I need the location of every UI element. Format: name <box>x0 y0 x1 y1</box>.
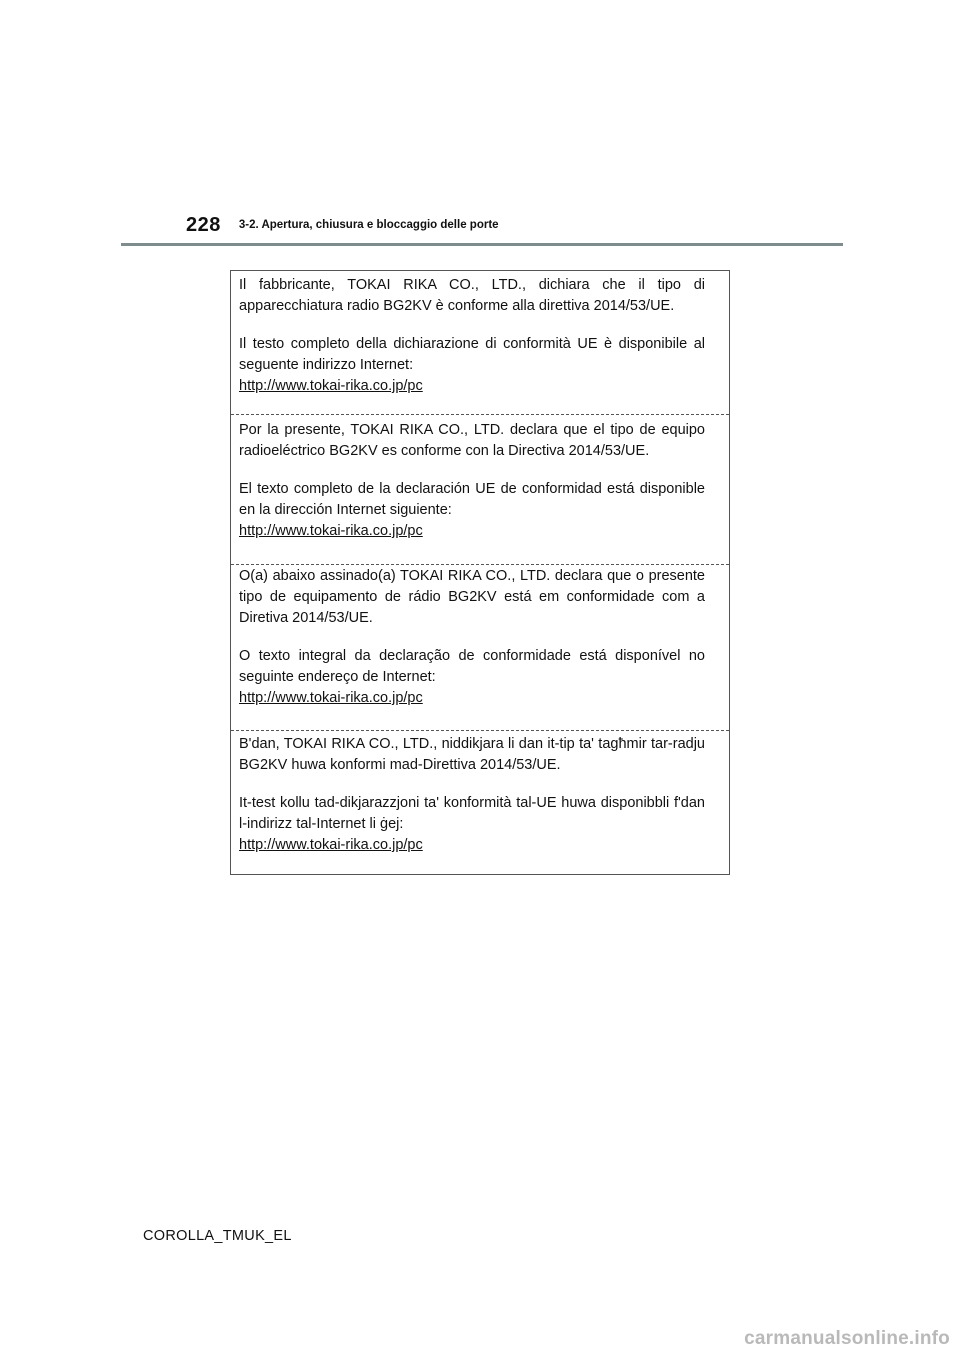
declaration-mt <box>231 734 729 856</box>
availability-text: Il testo completo della dichiarazione di conformità UE è disponibile al seguente indirizzo Internet: <box>239 336 705 373</box>
footer-code: COROLLA_TMUK_EL <box>143 1228 292 1244</box>
declaration-link[interactable]: http://www.tokai-rika.co.jp/pc <box>239 523 423 539</box>
declaration-es <box>231 420 729 542</box>
section-divider <box>231 730 729 731</box>
declaration-link[interactable]: http://www.tokai-rika.co.jp/pc <box>239 690 423 706</box>
declaration-text: Por la presente, TOKAI RIKA CO., LTD. declara que el tipo de equipo radioeléctrico BG2KV es conforme con la Directiva 2014/53/UE. <box>239 422 705 459</box>
header-rule <box>121 243 843 246</box>
section-title: 3-2. Apertura, chiusura e bloccaggio delle porte <box>238 219 499 231</box>
page-header <box>186 214 499 237</box>
availability-text: El texto completo de la declaración UE de conformidad está disponible en la dirección Internet siguiente: <box>239 481 705 518</box>
declaration-it <box>231 275 729 397</box>
availability-text: O texto integral da declaração de conformidade está disponível no seguinte endereço de Internet: <box>239 648 705 685</box>
section-divider <box>231 414 729 415</box>
declaration-text: B'dan, TOKAI RIKA CO., LTD., niddikjara li dan it-tip ta' tagħmir tar-radju BG2KV huwa konformi mad-Direttiva 2014/53/UE. <box>239 736 705 773</box>
availability-text: It-test kollu tad-dikjarazzjoni ta' konformità tal-UE huwa disponibbli f'dan l-indirizz tal-Internet li ġej: <box>239 795 705 832</box>
declaration-text: O(a) abaixo assinado(a) TOKAI RIKA CO., LTD. declara que o presente tipo de equipamento de rádio BG2KV está em conformidade com a Diretiva 2014/53/UE. <box>239 568 705 626</box>
declaration-link[interactable]: http://www.tokai-rika.co.jp/pc <box>239 378 423 394</box>
section-divider <box>231 564 729 565</box>
declaration-link[interactable]: http://www.tokai-rika.co.jp/pc <box>239 837 423 853</box>
declaration-pt <box>231 566 729 709</box>
site-watermark[interactable]: carmanualsonline.info <box>744 1328 950 1349</box>
declaration-box <box>230 270 730 875</box>
page-number: 228 <box>186 214 221 236</box>
declaration-text: Il fabbricante, TOKAI RIKA CO., LTD., dichiara che il tipo di apparecchiatura radio BG2KV è conforme alla direttiva 2014/53/UE. <box>239 277 705 314</box>
